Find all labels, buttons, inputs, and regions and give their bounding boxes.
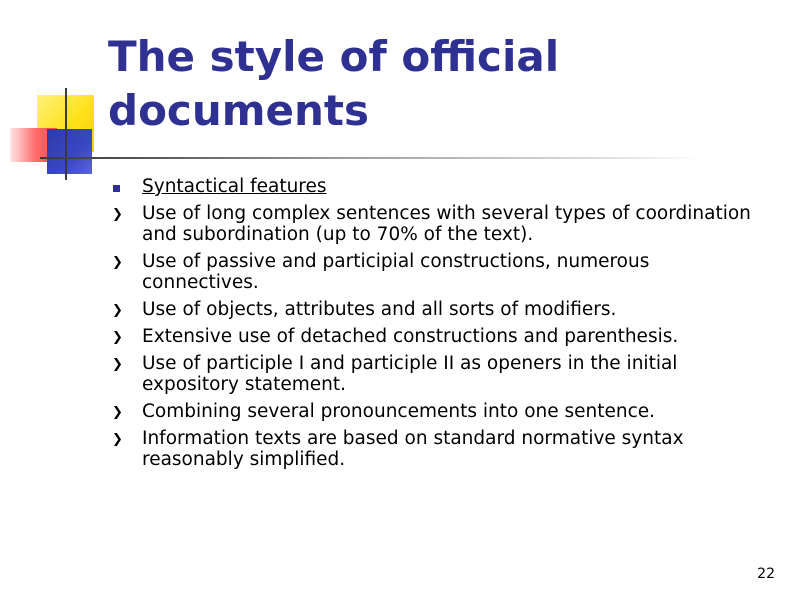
arrow-bullet-icon: ❯ [112, 405, 123, 420]
arrow-bullet-icon: ❯ [112, 432, 123, 447]
title-underline-rule [40, 157, 700, 159]
list-item-text: Use of passive and participial constructions, numerous connectives. [142, 251, 650, 293]
arrow-bullet-icon: ❯ [112, 303, 123, 318]
arrow-bullet-icon: ❯ [112, 255, 123, 270]
list-item [112, 428, 762, 470]
list-item [112, 299, 762, 320]
list-item-text: Extensive use of detached constructions and parenthesis. [142, 326, 679, 347]
square-bullet-icon [112, 176, 142, 197]
slide-title: The style of official documents [108, 32, 560, 135]
arrow-bullet-icon: ❯ [112, 357, 123, 372]
list-item [112, 401, 762, 422]
list-item-text: Use of long complex sentences with several types of coordination and subordination (up to 70% of the text). [142, 203, 751, 245]
slide-content [112, 176, 762, 476]
list-item [112, 203, 762, 245]
list-item [112, 251, 762, 293]
list-item-text: Information texts are based on standard normative syntax reasonably simplified. [142, 428, 684, 470]
blue-square-decoration [47, 129, 92, 174]
section-heading: Syntactical features [142, 176, 327, 197]
section-heading-item [112, 176, 762, 197]
list-item-text: Use of participle I and participle II as openers in the initial expository statement. [142, 353, 678, 395]
list-item [112, 326, 762, 347]
list-item-text: Use of objects, attributes and all sorts of modifiers. [142, 299, 617, 320]
arrow-bullet-icon: ❯ [112, 207, 123, 222]
arrow-bullet-icon: ❯ [112, 330, 123, 345]
vertical-line-decoration [65, 88, 67, 180]
list-item [112, 353, 762, 395]
page-number: 22 [757, 566, 775, 582]
list-item-text: Combining several pronouncements into one sentence. [142, 401, 656, 422]
